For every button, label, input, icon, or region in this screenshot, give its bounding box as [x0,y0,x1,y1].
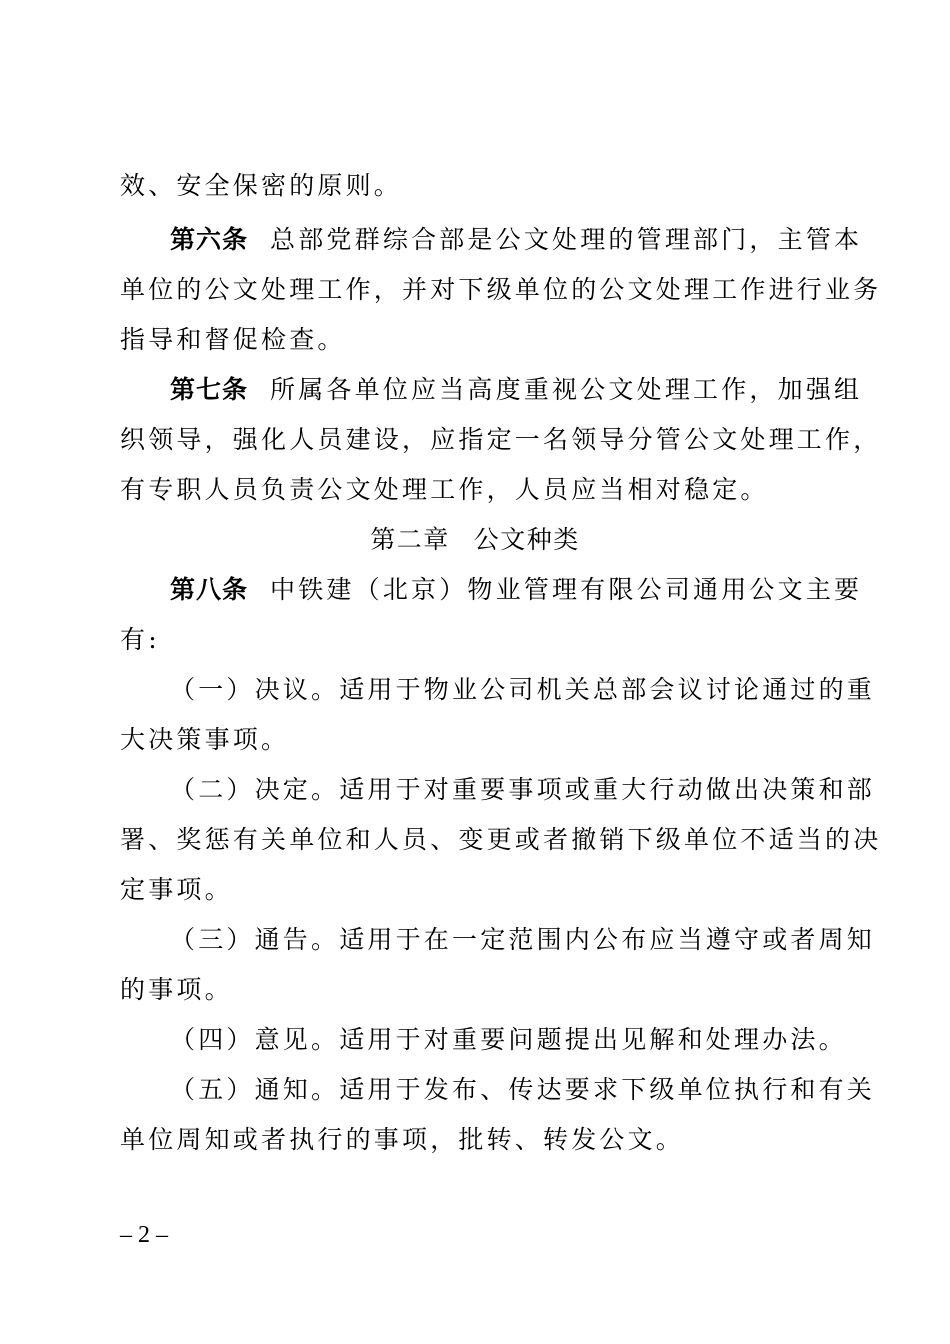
article-8-text-1: 中铁建（北京）物业管理有限公司通用公文主要 [270,575,863,604]
chapter-number: 第二章 [370,525,450,554]
article-6-text-1: 总部党群综合部是公文处理的管理部门，主管本 [270,225,863,254]
article-7-line-3: 有专职人员负责公文处理工作，人员应当相对稳定。 [120,475,769,504]
article-7-line-1 [170,374,890,406]
article-7-text-1: 所属各单位应当高度重视公文处理工作，加强组 [270,375,863,404]
item-2-line-3: 定事项。 [120,875,233,904]
page-number: – 2 – [120,1222,168,1248]
item-1-line-2: 大决策事项。 [120,725,290,754]
item-1-line-1: （一）决议。适用于物业公司机关总部会议讨论通过的重 [170,675,876,704]
article-8-label: 第八条 [170,575,249,604]
continuation-text: 效、安全保密的原则。 [120,171,403,200]
chapter-heading [0,524,950,556]
article-6-label: 第六条 [170,225,249,254]
item-5-line-1: （五）通知。适用于发布、传达要求下级单位执行和有关 [170,1075,876,1104]
article-8-line-2: 有: [120,625,160,654]
item-3-line-1: （三）通告。适用于在一定范围内公布应当遵守或者周知 [170,925,876,954]
item-2-line-2: 署、奖惩有关单位和人员、变更或者撤销下级单位不适当的决 [120,825,882,854]
article-6-line-1 [170,224,890,256]
chapter-title: 公文种类 [473,525,580,554]
item-3-line-2: 的事项。 [120,975,233,1004]
item-5-line-2: 单位周知或者执行的事项，批转、转发公文。 [120,1125,685,1154]
item-4-line-1: （四）意见。适用于对重要问题提出见解和处理办法。 [170,1025,847,1054]
article-6-line-2: 单位的公文处理工作，并对下级单位的公文处理工作进行业务 [120,275,882,304]
article-8-line-1 [170,574,890,606]
article-7-line-2: 织领导，强化人员建设，应指定一名领导分管公文处理工作， [120,425,882,454]
article-6-line-3: 指导和督促检查。 [120,325,346,354]
item-2-line-1: （二）决定。适用于对重要事项或重大行动做出决策和部 [170,775,876,804]
article-7-label: 第七条 [170,375,249,404]
